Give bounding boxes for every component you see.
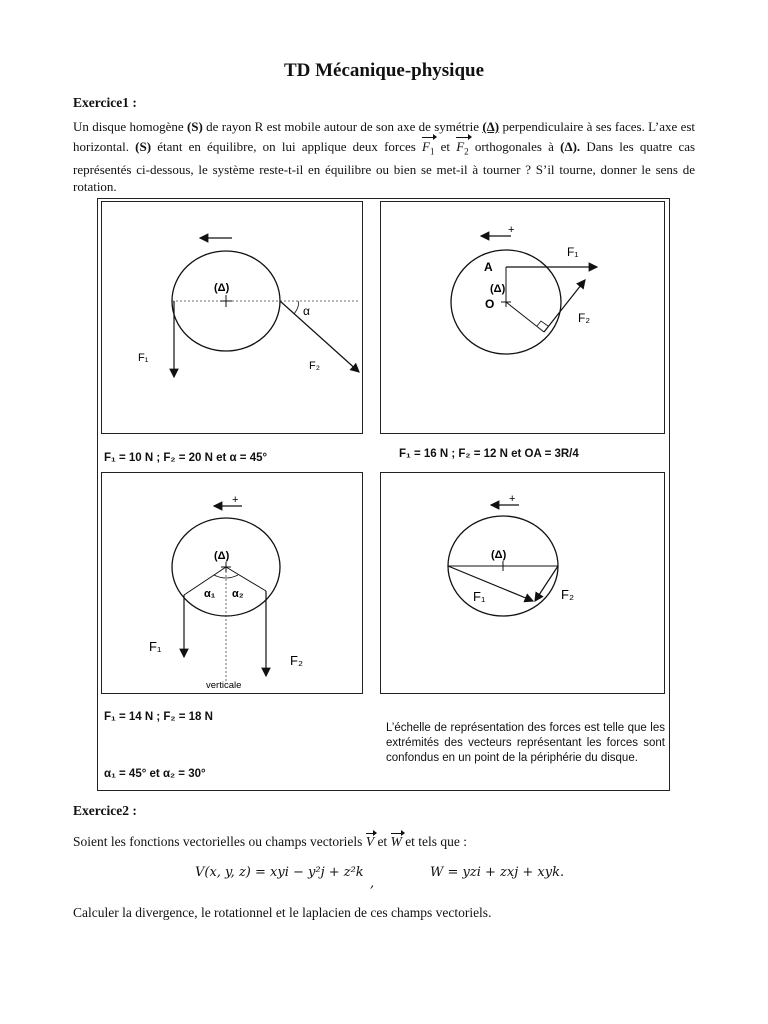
panel-1 <box>101 201 363 434</box>
f1-label: F₁ <box>567 245 579 259</box>
f1-label: F₁ <box>473 589 486 604</box>
alpha-arc <box>294 301 299 314</box>
panel-3 <box>101 472 363 694</box>
panel-1-caption: F₁ = 10 N ; F₂ = 20 N et α = 45° <box>104 452 268 464</box>
statement-part3: perpendiculaire à ses faces. L’axe est horizontal. <box>73 119 696 154</box>
point-a-label: A <box>484 260 493 274</box>
exercise2-intro <box>73 832 695 850</box>
f1-label: F₁ <box>149 639 162 654</box>
vector-v-symbol: V <box>365 834 375 849</box>
statement-part1: Un disque homogène <box>73 119 184 134</box>
f1-label: F₁ <box>138 352 149 364</box>
statement-part5: orthogonales à <box>474 138 554 154</box>
panel-1-diagram <box>102 202 364 435</box>
axis-symbol: (Δ) <box>482 119 500 134</box>
and-word: et <box>440 138 451 154</box>
system-symbol-2: (S) <box>135 138 152 154</box>
panel-3-diagram <box>102 473 364 695</box>
and-word: et <box>377 834 388 849</box>
delta-label: (Δ) <box>214 550 230 562</box>
exercise1-heading: Exercice1 : <box>73 95 137 110</box>
panel-2 <box>380 201 665 434</box>
right-angle-mark <box>537 321 548 326</box>
force-f1-symbol: $F_1$ <box>422 136 434 161</box>
f2-label: F₂ <box>290 653 303 668</box>
intro-part2: et tels que : <box>405 834 468 849</box>
plus-label: + <box>232 494 239 506</box>
plus-label: + <box>508 224 515 236</box>
delta-label: (Δ) <box>491 549 507 561</box>
exercise1-statement <box>73 118 695 196</box>
system-symbol: (S) <box>186 119 203 134</box>
exercise2-heading: Exercice2 : <box>73 803 137 818</box>
axis-symbol-2: (Δ). <box>560 138 581 154</box>
equation-w: W = yzi + zxj + xyk. <box>430 865 565 880</box>
alpha2-label: α₂ <box>232 588 244 600</box>
panel-2-diagram <box>381 202 666 435</box>
f2-label: F₂ <box>578 311 590 325</box>
f2-label: F₂ <box>309 360 320 372</box>
panel-4 <box>380 472 665 694</box>
alpha1-label: α₁ <box>204 588 216 600</box>
vector-w-symbol: W <box>390 834 402 849</box>
delta-label: (Δ) <box>490 283 506 295</box>
exercise2-task: Calculer la divergence, le rotationnel et le laplacien de ces champs vectoriels. <box>73 905 492 920</box>
scale-note: L’échelle de représentation des forces est telle que les extrémités des vecteurs représentant les forces sont confondus en un point de la périphérie du disque. <box>386 722 665 764</box>
panel-3-caption-forces: F₁ = 14 N ; F₂ = 18 N <box>104 711 213 723</box>
equation-separator: , <box>370 876 375 891</box>
delta-label: (Δ) <box>214 282 230 294</box>
panel-2-caption: F₁ = 16 N ; F₂ = 12 N et OA = 3R/4 <box>399 448 579 460</box>
panel-3-caption-angles: α₁ = 45° et α₂ = 30° <box>104 768 206 780</box>
statement-part2: de rayon R est mobile autour de son axe de symétrie <box>206 119 479 134</box>
page-title: TD Mécanique-physique <box>283 60 485 81</box>
panel-4-diagram <box>381 473 666 695</box>
statement-part6: Dans les quatre cas représentés ci-dessous, le système reste-t-il en équilibre ou bien se met-il à tourner ? S’il tourne, donner le sens de rotation. <box>73 138 696 195</box>
f2-label: F₂ <box>561 587 574 602</box>
radius-line <box>506 302 544 332</box>
plus-label: + <box>509 493 516 505</box>
force-f1-arrow <box>448 566 533 601</box>
point-o-label: O <box>485 297 495 311</box>
equation-v: V(x, y, z) = xyi − y²j + z²k <box>195 865 364 880</box>
alpha-label: α <box>303 304 310 318</box>
force-f2-symbol: $F_2$ <box>456 136 468 161</box>
statement-part4: étant en équilibre, on lui applique deux forces <box>157 138 416 154</box>
intro-part1: Soient les fonctions vectorielles ou champs vectoriels <box>73 834 363 849</box>
vertical-label: verticale <box>206 680 242 691</box>
